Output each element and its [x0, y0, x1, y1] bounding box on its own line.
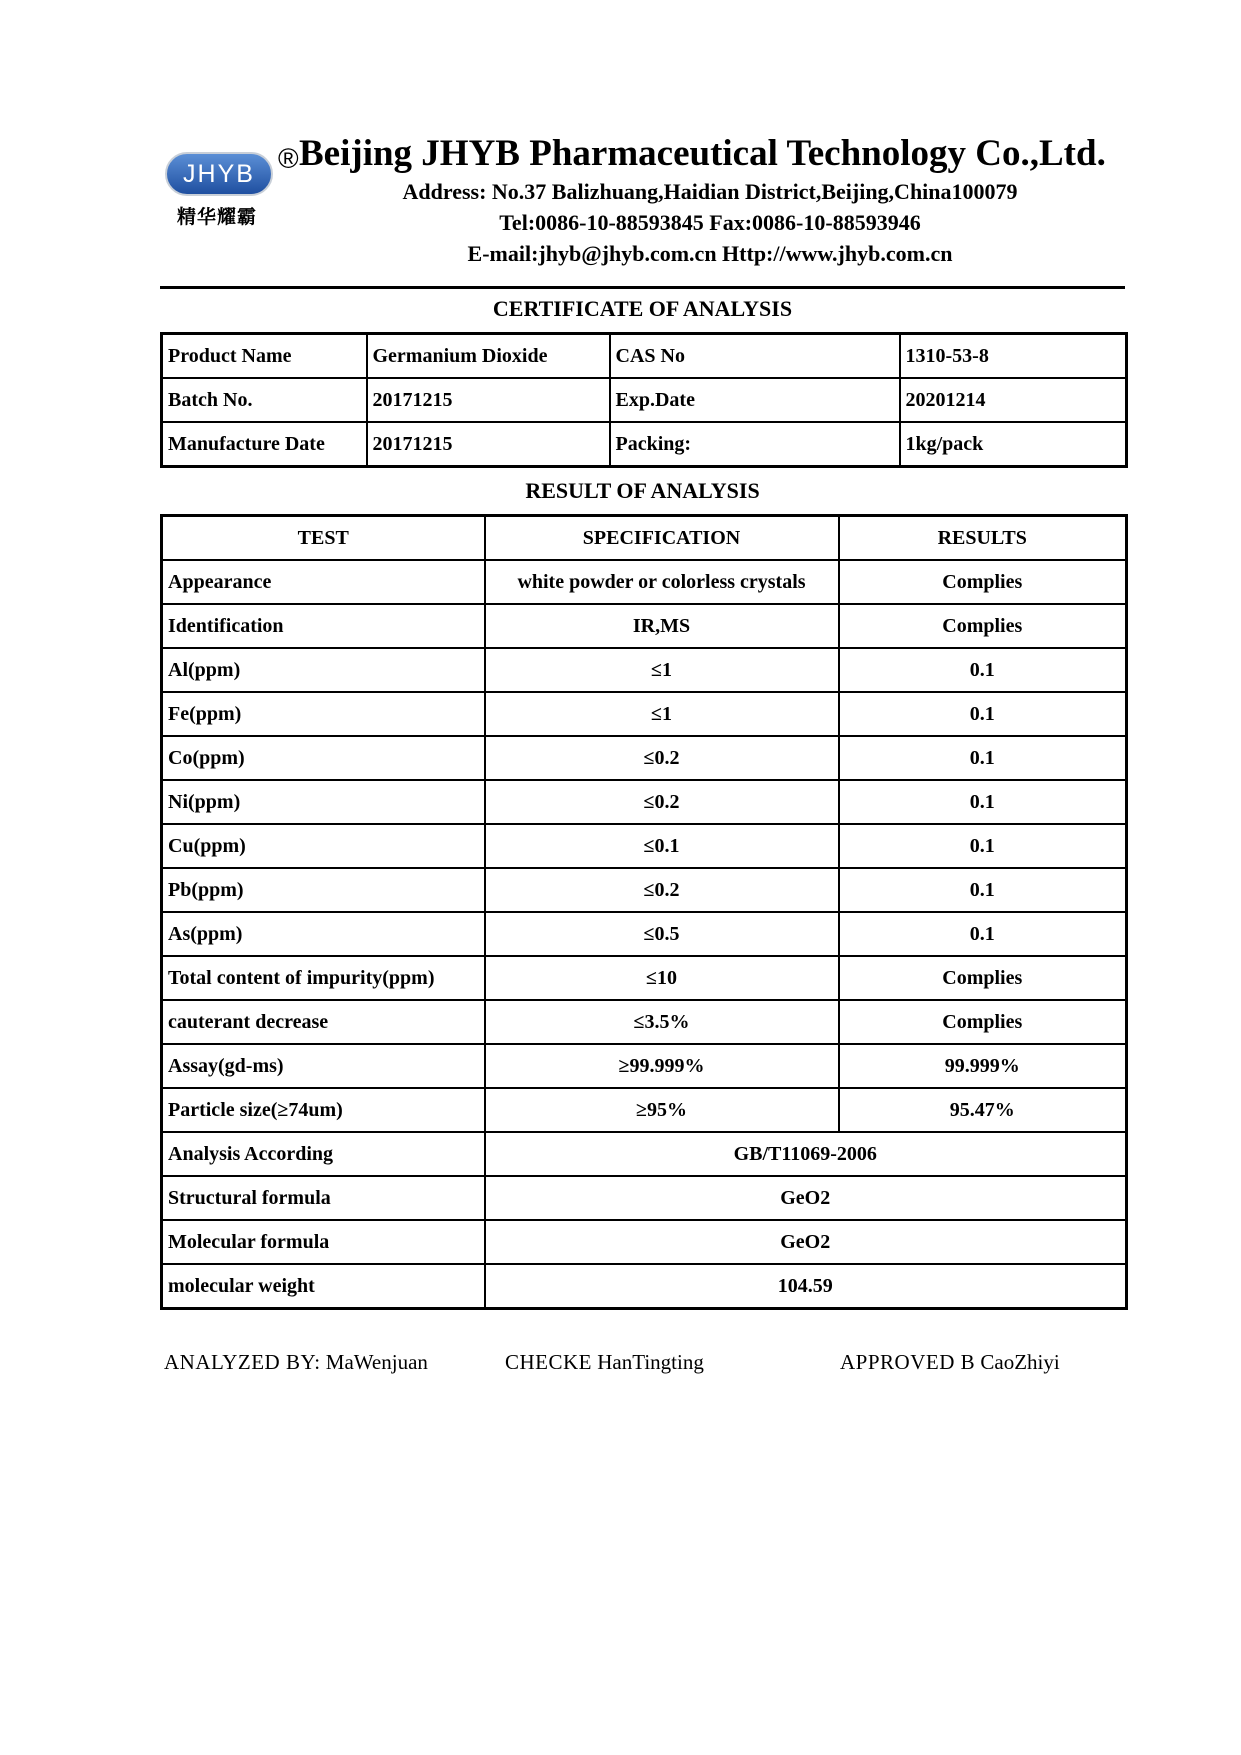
specification: white powder or colorless crystals — [485, 560, 839, 604]
test-name: Particle size(≥74um) — [162, 1088, 485, 1132]
product-name-value: Germanium Dioxide — [367, 334, 610, 379]
table-row — [162, 824, 1127, 868]
certificate-title: CERTIFICATE OF ANALYSIS — [492, 296, 793, 321]
company-email-web: E-mail:jhyb@jhyb.com.cn Http://www.jhyb.com.cn — [467, 241, 953, 266]
table-row — [162, 604, 1127, 648]
test-name: Co(ppm) — [162, 736, 485, 780]
checked-by — [505, 1350, 704, 1375]
table-row — [162, 1000, 1127, 1044]
results-table — [160, 514, 1128, 1310]
approved-by-name: CaoZhiyi — [980, 1350, 1060, 1374]
test-name: molecular weight — [162, 1264, 485, 1309]
result: 0.1 — [839, 780, 1127, 824]
table-row — [162, 648, 1127, 692]
company-address: Address: No.37 Balizhuang,Haidian District,Beijing,China100079 — [402, 179, 1018, 204]
test-name: Al(ppm) — [162, 648, 485, 692]
certificate-info-table — [160, 332, 1128, 468]
result: Complies — [839, 956, 1127, 1000]
logo-text: JHYB — [183, 159, 255, 188]
test-name: Molecular formula — [162, 1220, 485, 1264]
specification: ≤1 — [485, 648, 839, 692]
merged-value: GeO2 — [485, 1176, 1127, 1220]
test-name: Appearance — [162, 560, 485, 604]
batch-no-label: Batch No. — [162, 378, 367, 422]
exp-date-value: 20201214 — [900, 378, 1127, 422]
logo-badge — [165, 152, 273, 196]
specification: ≤0.5 — [485, 912, 839, 956]
test-name: Structural formula — [162, 1176, 485, 1220]
checked-by-label: CHECKE — [505, 1350, 592, 1374]
cas-no-label: CAS No — [610, 334, 900, 379]
column-header-results: RESULTS — [839, 516, 1127, 561]
logo-chinese-name: 精华耀霸 — [177, 206, 258, 228]
test-name: Identification — [162, 604, 485, 648]
table-row — [162, 422, 1127, 467]
table-header-row — [162, 516, 1127, 561]
table-row — [162, 736, 1127, 780]
company-phone-fax: Tel:0086-10-88593845 Fax:0086-10-88593946 — [499, 210, 921, 235]
table-row — [162, 334, 1127, 379]
specification: ≥99.999% — [485, 1044, 839, 1088]
analyzed-by — [164, 1350, 428, 1375]
result: 95.47% — [839, 1088, 1127, 1132]
result: 0.1 — [839, 912, 1127, 956]
merged-value: GB/T11069-2006 — [485, 1132, 1127, 1176]
result: 0.1 — [839, 736, 1127, 780]
company-logo — [165, 152, 277, 229]
result: 0.1 — [839, 692, 1127, 736]
merged-value: GeO2 — [485, 1220, 1127, 1264]
table-row — [162, 1220, 1127, 1264]
result: Complies — [839, 604, 1127, 648]
result: Complies — [839, 1000, 1127, 1044]
specification: IR,MS — [485, 604, 839, 648]
test-name: Total content of impurity(ppm) — [162, 956, 485, 1000]
result: Complies — [839, 560, 1127, 604]
test-name: Ni(ppm) — [162, 780, 485, 824]
packing-value: 1kg/pack — [900, 422, 1127, 467]
test-name: As(ppm) — [162, 912, 485, 956]
cas-no-value: 1310-53-8 — [900, 334, 1127, 379]
specification: ≤3.5% — [485, 1000, 839, 1044]
results-title: RESULT OF ANALYSIS — [525, 478, 760, 503]
test-name: Cu(ppm) — [162, 824, 485, 868]
batch-no-value: 20171215 — [367, 378, 610, 422]
table-row — [162, 1044, 1127, 1088]
result: 0.1 — [839, 868, 1127, 912]
test-name: cauterant decrease — [162, 1000, 485, 1044]
manufacture-date-label: Manufacture Date — [162, 422, 367, 467]
table-row — [162, 1264, 1127, 1309]
merged-value: 104.59 — [485, 1264, 1127, 1309]
packing-label: Packing: — [610, 422, 900, 467]
specification: ≤0.1 — [485, 824, 839, 868]
specification: ≤1 — [485, 692, 839, 736]
table-row — [162, 780, 1127, 824]
checked-by-name: HanTingting — [597, 1350, 704, 1374]
exp-date-label: Exp.Date — [610, 378, 900, 422]
specification: ≤0.2 — [485, 780, 839, 824]
registered-mark: ® — [278, 143, 299, 174]
table-row — [162, 1132, 1127, 1176]
column-header-test: TEST — [162, 516, 485, 561]
result: 0.1 — [839, 648, 1127, 692]
analyzed-by-name: MaWenjuan — [325, 1350, 428, 1374]
result: 0.1 — [839, 824, 1127, 868]
test-name: Analysis According — [162, 1132, 485, 1176]
result: 99.999% — [839, 1044, 1127, 1088]
specification: ≤0.2 — [485, 736, 839, 780]
table-row — [162, 692, 1127, 736]
test-name: Fe(ppm) — [162, 692, 485, 736]
specification: ≤0.2 — [485, 868, 839, 912]
company-name: Beijing JHYB Pharmaceutical Technology Co.,Ltd. — [299, 133, 1106, 174]
specification: ≥95% — [485, 1088, 839, 1132]
table-row — [162, 560, 1127, 604]
specification: ≤10 — [485, 956, 839, 1000]
analyzed-by-label: ANALYZED BY: — [164, 1350, 321, 1374]
table-row — [162, 1088, 1127, 1132]
table-row — [162, 956, 1127, 1000]
table-row — [162, 378, 1127, 422]
product-name-label: Product Name — [162, 334, 367, 379]
table-row — [162, 912, 1127, 956]
table-row — [162, 868, 1127, 912]
header-divider — [160, 286, 1125, 289]
manufacture-date-value: 20171215 — [367, 422, 610, 467]
column-header-specification: SPECIFICATION — [485, 516, 839, 561]
test-name: Pb(ppm) — [162, 868, 485, 912]
approved-by — [840, 1350, 1060, 1375]
test-name: Assay(gd-ms) — [162, 1044, 485, 1088]
approved-by-label: APPROVED B — [840, 1350, 976, 1374]
table-row — [162, 1176, 1127, 1220]
